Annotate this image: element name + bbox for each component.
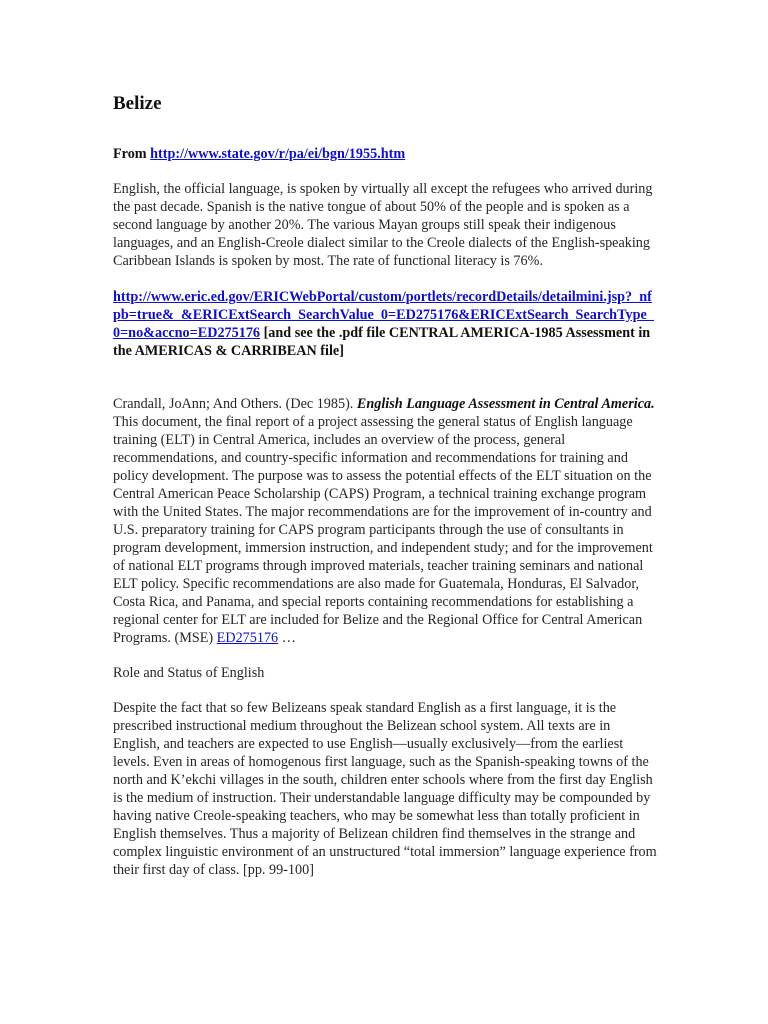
citation-body: This document, the final report of a project assessing the general status of English language training (ELT) in Central America, includes an overview of the process, general recommendations, and country-specific information and recommendations for training and policy development. The purpose was to assess the potential effects of the ELT situation on the Central American Peace Scholarship (CAPS) Program, a technical training exchange program with the United States. The major recommendations are for the improvement of in-country and U.S. preparatory training for CAPS program participants through the use of consultants in program development, immersion instruction, and independent study; and for the improvement of national ELT programs through improved materials, teacher training seminars and national ELT policy. Specific recommendations are also made for Guatemala, Honduras, El Salvador, Costa Rica, and Panama, and special reports containing recommendations for establishing a regional center for ELT are included for Belize and the Regional Office for Central American Programs. (MSE): [113, 414, 653, 646]
citation-paragraph: [113, 395, 658, 647]
ed275176-link[interactable]: ED275176: [216, 630, 279, 646]
source-line: [113, 145, 658, 163]
citation-ellipsis: …: [281, 630, 296, 646]
eric-reference: [113, 288, 658, 360]
section-heading: Role and Status of English: [113, 665, 265, 681]
state-gov-link[interactable]: http://www.state.gov/r/pa/ei/bgn/1955.htm: [150, 146, 406, 162]
eric-link[interactable]: http://www.eric.ed.gov/ERICWebPortal/custom/portlets/recordDetails/detailmini.jsp?_nfpb=true&_&ERICExtSearch_SearchValue_0=ED275176&ERICExtSearch_SearchType_0=no&accno=ED275176: [113, 289, 654, 341]
document-page: [113, 92, 658, 879]
document-title: Belize: [113, 93, 162, 114]
role-status-paragraph: Despite the fact that so few Belizeans speak standard English as a first language, it is the prescribed instructional medium throughout the Belizean school system. All texts are in English, and teachers are expected to use English—usually exclusively—from the earliest levels. Even in areas of homogenous first language, such as the Spanish-speaking towns of the north and K’ekchi villages in the south, children enter schools where from the first day English is the medium of instruction. Their understandable language difficulty may be compounded by having native Creole-speaking teachers, who may be somewhat less than totally proficient in English themselves. Thus a majority of Belizean children find themselves in the strange and complex linguistic environment of an unstructured “total immersion” language experience from their first day of class. [pp. 99-100]: [113, 700, 657, 878]
citation-authors: Crandall, JoAnn; And Others. (Dec 1985).: [113, 396, 354, 412]
from-label: From: [113, 146, 147, 162]
citation-title: English Language Assessment in Central America.: [356, 396, 655, 412]
language-paragraph: English, the official language, is spoken by virtually all except the refugees who arrived during the past decade. Spanish is the native tongue of about 50% of the people and is spoken as a second language by another 20%. The various Mayan groups still speak their indigenous languages, and an English-Creole dialect similar to the Creole dialects of the English-speaking Caribbean Islands is spoken by most. The rate of functional literacy is 76%.: [113, 181, 653, 269]
eric-note: [and see the .pdf file CENTRAL AMERICA-1985 Assessment in the AMERICAS & CARRIBEAN file]: [113, 325, 651, 359]
